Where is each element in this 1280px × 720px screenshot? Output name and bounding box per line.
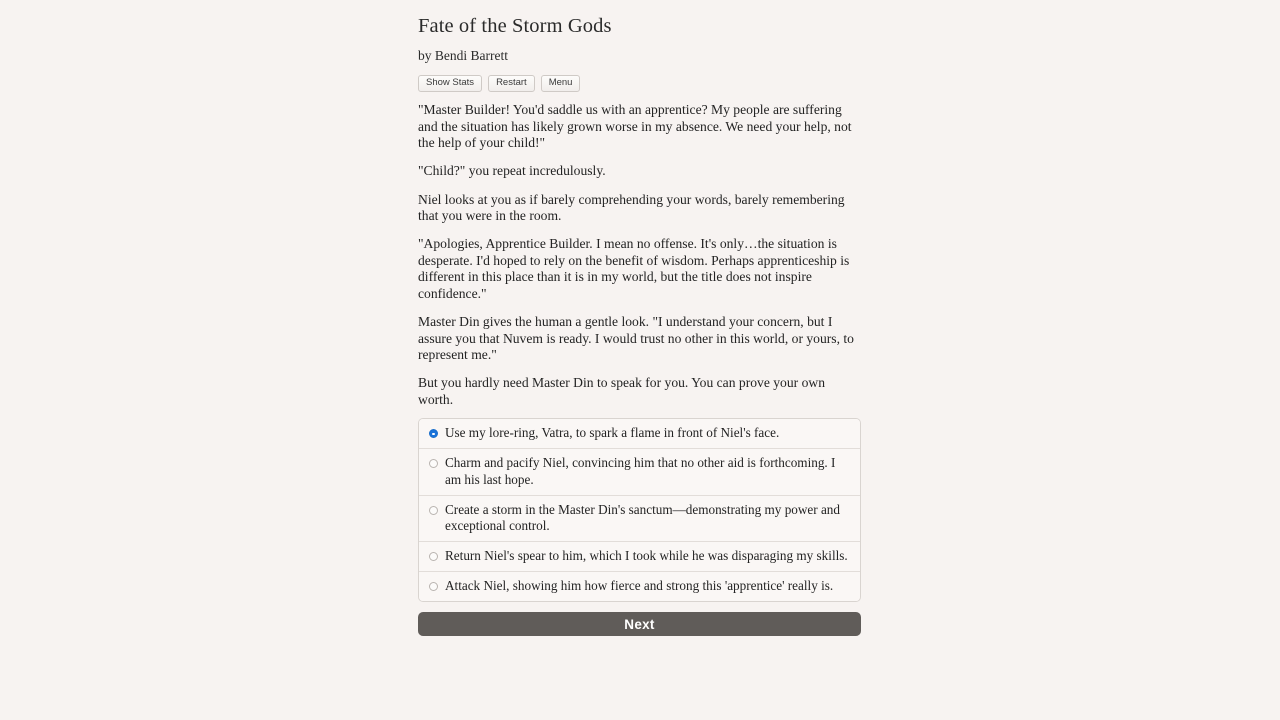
show-stats-button[interactable]: Show Stats — [418, 75, 482, 92]
radio-button-icon[interactable] — [429, 582, 438, 591]
radio-button-icon[interactable] — [429, 429, 438, 438]
radio-button-icon[interactable] — [429, 506, 438, 515]
choice-label: Return Niel's spear to him, which I took while he was disparaging my skills. — [445, 547, 848, 563]
game-toolbar — [418, 64, 861, 92]
story-paragraph: "Master Builder! You'd saddle us with an apprentice? My people are suffering and the situation has likely grown worse in my absence. We need your help, not the help of your child!" — [418, 102, 852, 151]
author-byline: by Bendi Barrett — [418, 47, 508, 63]
choice-option[interactable] — [419, 419, 860, 449]
content-column — [418, 0, 861, 636]
page-title: Fate of the Storm Gods — [418, 15, 612, 37]
menu-button[interactable]: Menu — [541, 75, 581, 92]
story-paragraph: "Apologies, Apprentice Builder. I mean no offense. It's only…the situation is desperate. I'd hoped to rely on the benefit of wisdom. Perhaps apprenticeship is different in this place than it is in my world, but the title does not inspire confidence." — [418, 236, 850, 301]
story-paragraph: "Child?" you repeat incredulously. — [418, 163, 606, 179]
next-button[interactable]: Next — [418, 612, 861, 636]
choice-label: Charm and pacify Niel, convincing him that no other aid is forthcoming. I am his last hope. — [445, 455, 836, 487]
choice-option[interactable] — [419, 449, 860, 495]
radio-button-icon[interactable] — [429, 459, 438, 468]
choice-label: Use my lore-ring, Vatra, to spark a flame in front of Niel's face. — [445, 425, 780, 441]
story-paragraph: Master Din gives the human a gentle look. "I understand your concern, but I assure you that Nuvem is ready. I would trust no other in this world, or yours, to represent me." — [418, 314, 854, 363]
story-paragraph: Niel looks at you as if barely comprehending your words, barely remembering that you were in the room. — [418, 191, 845, 224]
choice-list — [418, 418, 861, 602]
radio-button-icon[interactable] — [429, 552, 438, 561]
restart-button[interactable]: Restart — [488, 75, 535, 92]
choice-option[interactable] — [419, 542, 860, 572]
choice-option[interactable] — [419, 496, 860, 542]
choice-option[interactable] — [419, 572, 860, 601]
story-paragraph: But you hardly need Master Din to speak for you. You can prove your own worth. — [418, 375, 825, 407]
story-text — [418, 92, 861, 408]
choice-label: Create a storm in the Master Din's sanctum—demonstrating my power and exceptional control. — [445, 501, 840, 533]
choice-label: Attack Niel, showing him how fierce and strong this 'apprentice' really is. — [445, 577, 834, 593]
